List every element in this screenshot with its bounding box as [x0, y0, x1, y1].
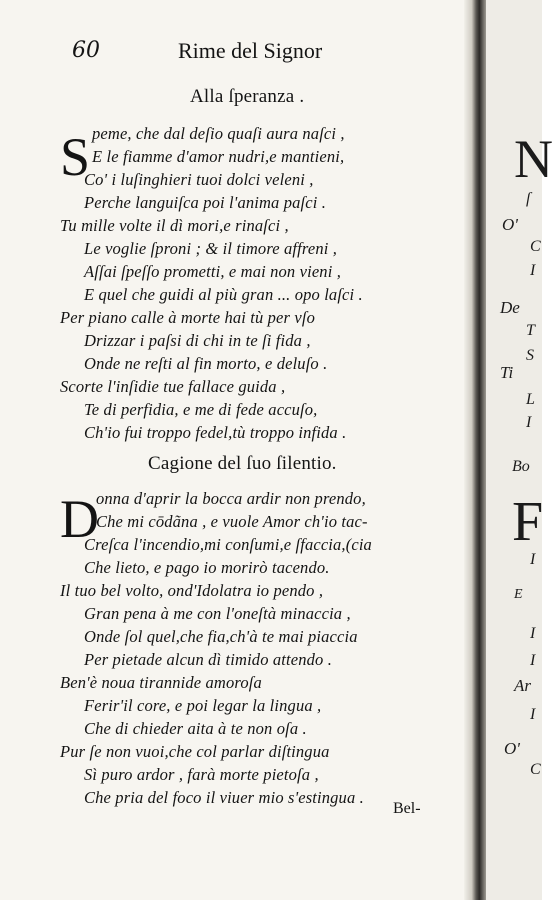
poem1-line: Onde ne reſti al fin morto, e deluſo . — [84, 354, 328, 373]
poem2-line: Ferir'il core, e poi legar la lingua , — [84, 696, 322, 715]
facing-page-glyph: T — [526, 322, 535, 339]
page-number: 60 — [72, 38, 100, 63]
poem2-line: Gran pena à me con l'oneſtà minaccia , — [84, 604, 351, 623]
poem1-line: Tu mille volte il dì mori,e rinaſci , — [60, 216, 289, 235]
facing-page-glyph: C — [530, 238, 541, 255]
facing-page-edge — [486, 0, 553, 900]
catchword: Bel- — [393, 800, 421, 817]
poem2-line: Onde ſol quel,che fia,ch'à te mai piaccia — [84, 627, 358, 646]
facing-page-glyph: N — [514, 129, 553, 189]
poem2-line: Che lieto, e pago io morirò tacendo. — [84, 558, 330, 577]
poem2-line: onna d'aprir la bocca ardir non prendo, — [96, 489, 366, 508]
poem1-line: peme, che dal deſio quaſi aura naſci , — [92, 124, 345, 143]
poem-1-title: Alla ſperanza . — [190, 86, 305, 107]
facing-page-glyph: Ar — [514, 676, 531, 695]
facing-page-glyph: O' — [504, 739, 520, 758]
poem-1-dropcap: S — [60, 127, 91, 187]
poem1-line: Le voglie ſproni ; & il timore affreni , — [84, 239, 338, 258]
facing-page-glyph: Ti — [500, 363, 514, 382]
facing-page-glyph: I — [526, 414, 532, 431]
facing-page-glyph: I — [530, 706, 536, 723]
poem2-line: Creſca l'incendio,mi conſumi,e ſfaccia,(cia — [84, 535, 372, 554]
poem2-line: Pur ſe non vuoi,che col parlar diſtingua — [60, 742, 330, 761]
poem2-line: Che pria del foco il viuer mio s'estingua . — [84, 788, 364, 807]
poem2-line: Il tuo bel volto, ond'Idolatra io pendo , — [60, 581, 324, 600]
poem1-line: E quel che guidi al più gran ... opo laſci . — [84, 285, 363, 304]
facing-page-glyph: S — [526, 347, 534, 364]
poem2-line: Che di chieder aita à te non oſa . — [84, 719, 307, 738]
facing-page-glyph: C — [530, 761, 541, 778]
facing-page-glyph: I — [530, 652, 536, 669]
facing-page-glyph: F — [512, 491, 544, 553]
poem2-line: Per pietade alcun dì timido attendo . — [84, 650, 332, 669]
facing-page-glyph: ſ — [526, 190, 531, 207]
facing-page-glyph: O' — [502, 215, 518, 234]
poem2-line: Ben'è noua tirannide amoroſa — [60, 673, 262, 692]
running-head — [60, 38, 460, 68]
poem1-line: Ch'io fui troppo fedel,tù troppo infida . — [84, 423, 347, 442]
facing-page-glyph: De — [500, 298, 520, 317]
poem-2-title: Cagione del ſuo ſilentio. — [148, 453, 337, 474]
poem2-line: Sì puro ardor , farà morte pietoſa , — [84, 765, 319, 784]
poem1-line: Scorte l'inſidie tue fallace guida , — [60, 377, 286, 396]
facing-page-glyph: I — [530, 625, 536, 642]
poem1-line: Drizzar i paſsi di chi in te ſi fida , — [84, 331, 311, 350]
running-title: Rime del Signor — [178, 38, 323, 63]
facing-page-glyph: L — [526, 391, 535, 408]
poem1-line: Perche languiſca poi l'anima paſci . — [84, 193, 327, 212]
poem1-line: Te di perfidia, e me di fede accuſo, — [84, 400, 318, 419]
poem2-line: Che mi cōdãna , e vuole Amor ch'io tac- — [96, 512, 368, 531]
poem1-line: Aſſai ſpeſſo prometti, e mai non vieni , — [84, 262, 341, 281]
book-gutter — [464, 0, 486, 900]
facing-page-glyph: I — [530, 551, 536, 568]
poem1-line: Per piano calle à morte hai tù per vſo — [60, 308, 315, 327]
poem-2-dropcap: D — [60, 489, 99, 549]
poem1-line: E le fiamme d'amor nudri,e mantieni, — [92, 147, 345, 166]
facing-page-glyph: Bo — [512, 458, 530, 475]
facing-page-glyph: E — [514, 587, 523, 602]
poem1-line: Co' i luſinghieri tuoi dolci veleni , — [84, 170, 314, 189]
facing-page-glyph: I — [530, 262, 536, 279]
